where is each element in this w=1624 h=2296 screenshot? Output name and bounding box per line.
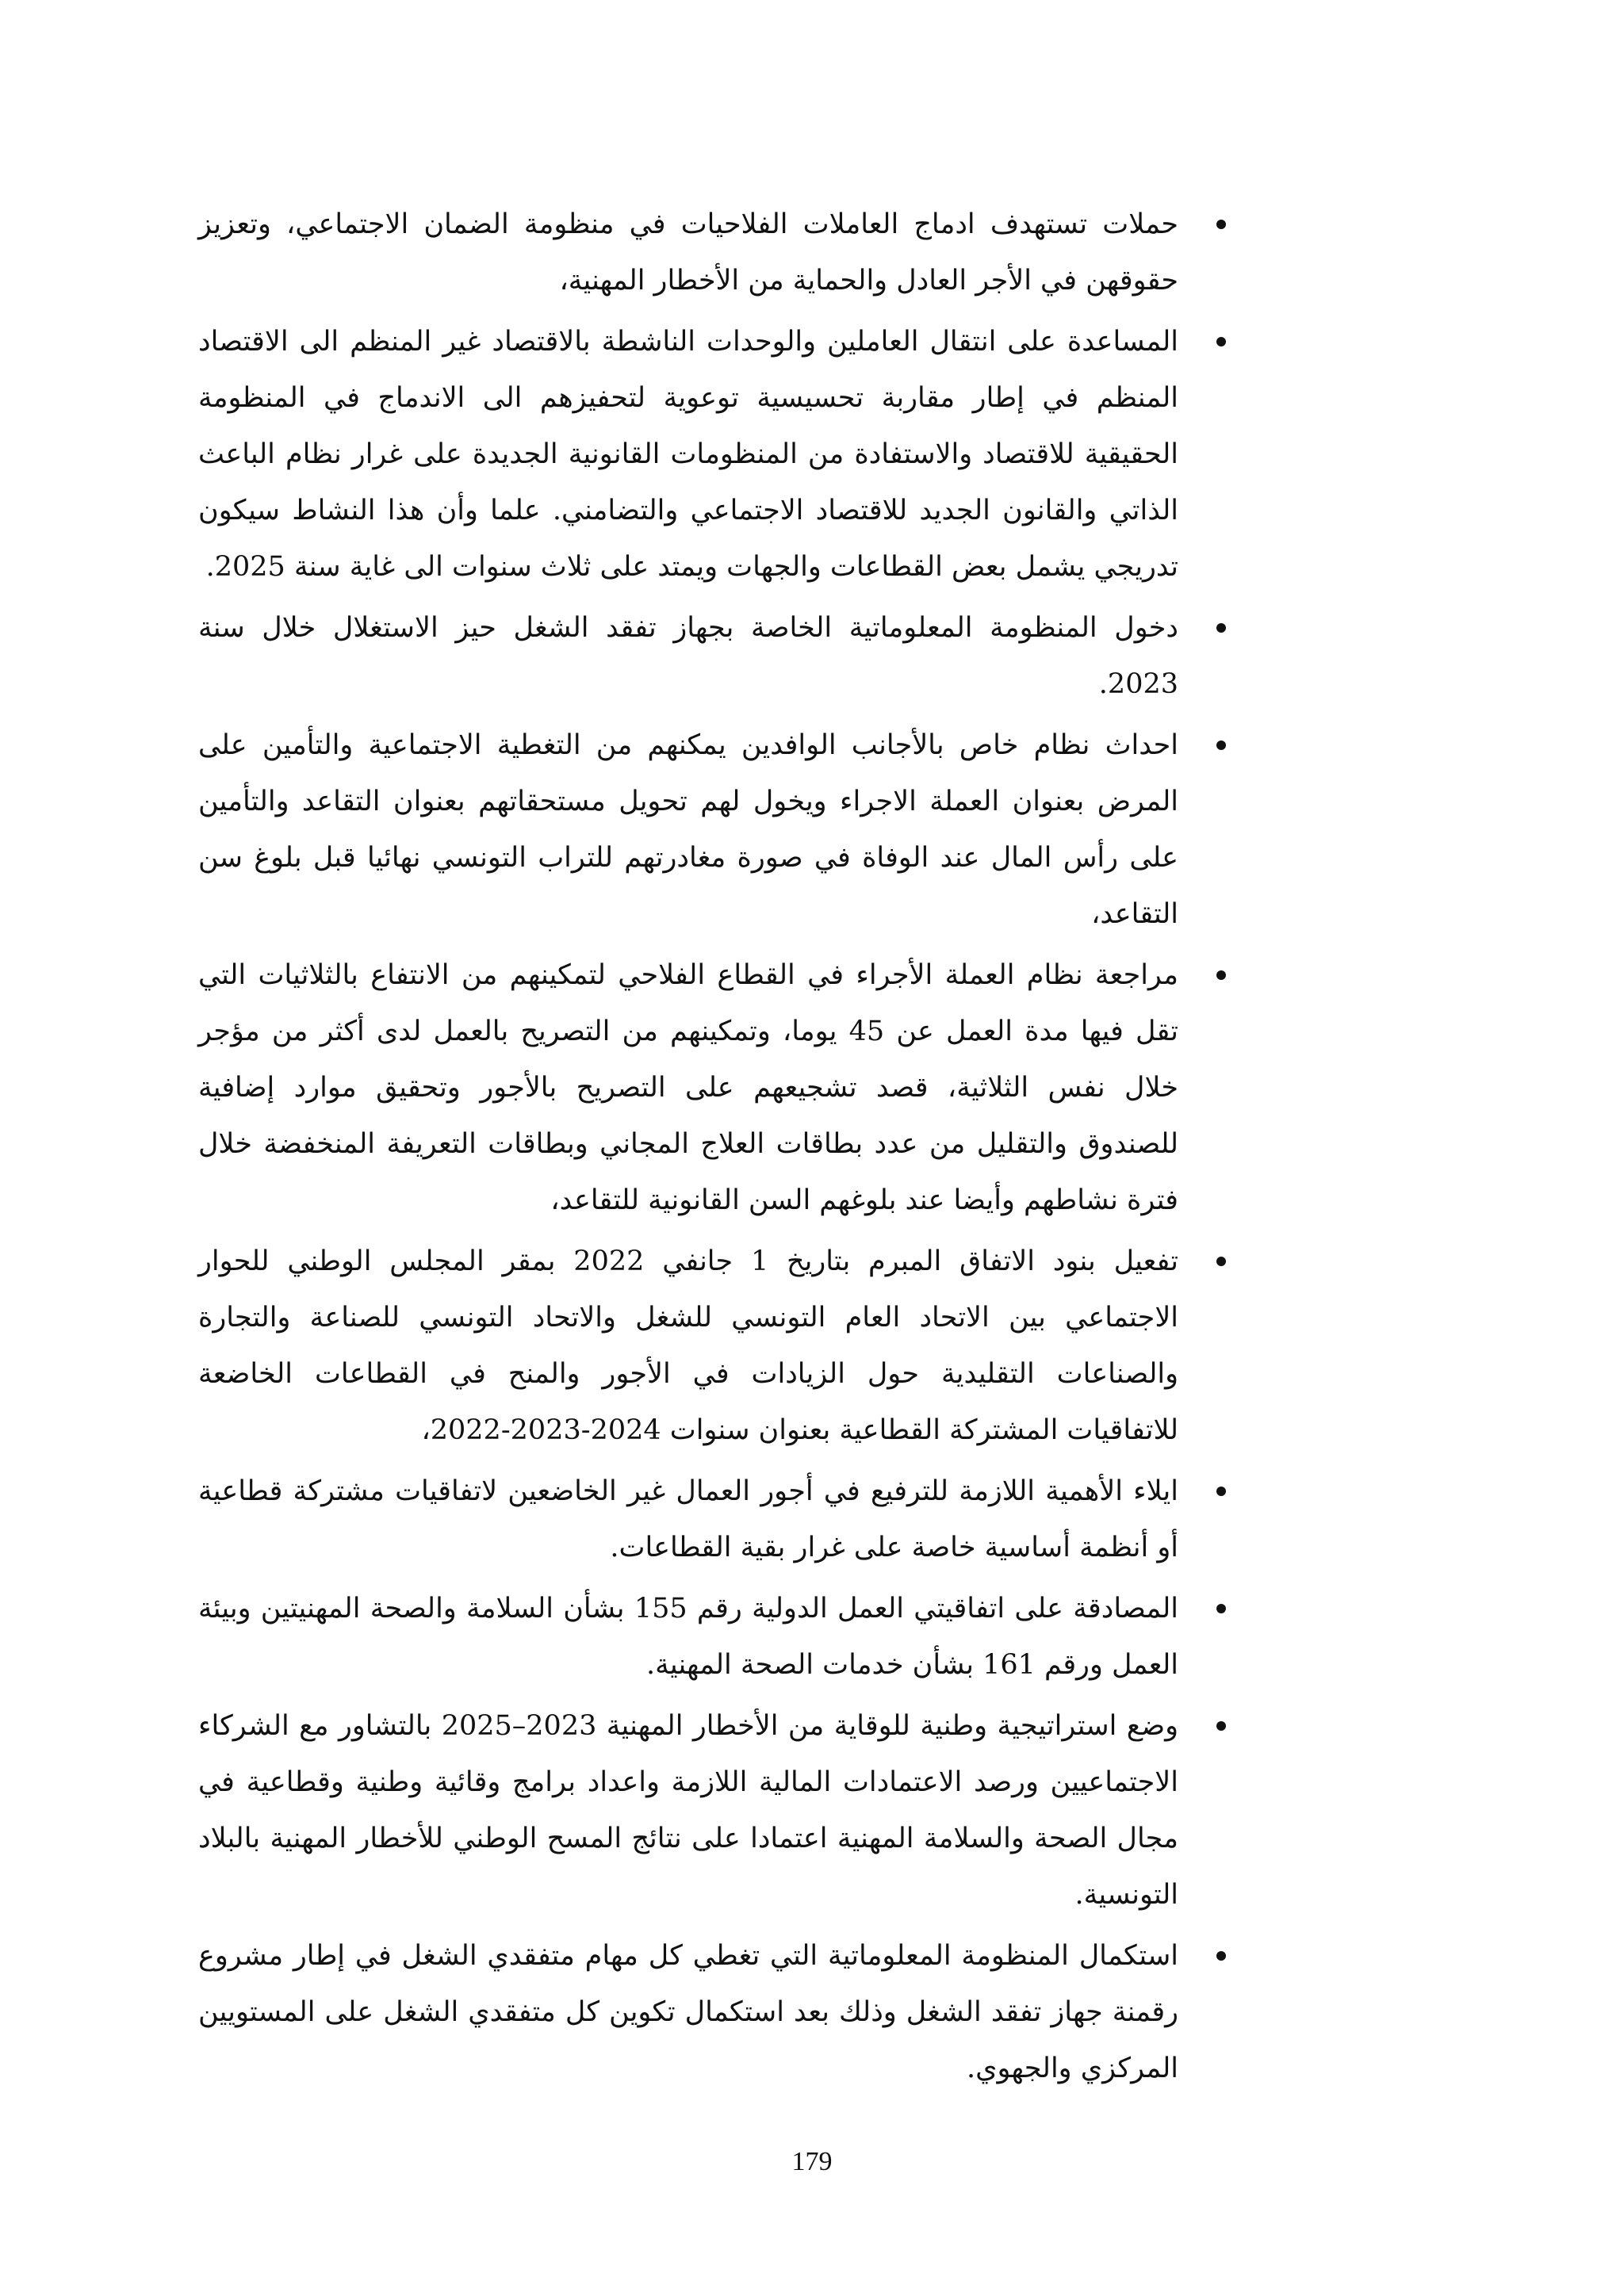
- list-item: [198, 314, 1229, 595]
- list-item: [198, 1234, 1229, 1459]
- bullet-icon: [1216, 623, 1226, 633]
- list-item-text: وضع استراتيجية وطنية للوقاية من الأخطار المهنية 2023–2025 بالتشاور مع الشركاء الاجتماعيين ورصد الاعتمادات المالية اللازمة واعداد برامج وقائية وطنية وقطاعية في مجال الصحة والسلامة المهنية اعتمادا على نتائج المسح الوطني للأخطار المهنية بالبلاد التونسية.: [198, 1710, 1178, 1911]
- list-item: [198, 1464, 1229, 1576]
- bullet-icon: [1216, 1951, 1226, 1961]
- list-item: [198, 1698, 1229, 1923]
- bullet-icon: [1216, 1487, 1226, 1496]
- list-item-text: المصادقة على اتفاقيتي العمل الدولية رقم 155 بشأن السلامة والصحة المهنيتين وبيئة العمل ورقم 161 بشأن خدمات الصحة المهنية.: [198, 1593, 1178, 1681]
- page-number: 179: [791, 2147, 833, 2176]
- list-item-text: مراجعة نظام العملة الأجراء في القطاع الفلاحي لتمكينهم من الانتفاع بالثلاثيات التي تقل فيها مدة العمل عن 45 يوما، وتمكينهم من التصريح بالعمل لدى أكثر من مؤجر خلال نفس الثلاثية، قصد تشجيعهم على التصريح بالأجور وتحقيق موارد إضافية للصندوق والتقليل من عدد بطاقات العلاج المجاني وبطاقات التعريفة المنخفضة خلال فترة نشاطهم وأيضا عند بلوغهم السن القانونية للتقاعد،: [198, 959, 1178, 1216]
- bullet-icon: [1216, 740, 1226, 750]
- list-item: [198, 718, 1229, 943]
- page-content: [198, 197, 1229, 2102]
- list-item-text: المساعدة على انتقال العاملين والوحدات الناشطة بالاقتصاد غير المنظم الى الاقتصاد المنظم في إطار مقاربة تحسيسية توعوية لتحفيزهم الى الاندماج في المنظومة الحقيقية للاقتصاد والاستفادة من المنظومات القانونية الجديدة على غرار نظام الباعث الذاتي والقانون الجديد للاقتصاد الاجتماعي والتضامني. علما وأن هذا النشاط سيكون تدريجي يشمل بعض القطاعات والجهات ويمتد على ثلاث سنوات الى غاية سنة 2025.: [198, 326, 1178, 583]
- bullet-icon: [1216, 970, 1226, 980]
- list-item: [198, 1928, 1229, 2097]
- list-item-text: استكمال المنظومة المعلوماتية التي تغطي كل مهام متفقدي الشغل في إطار مشروع رقمنة جهاز تفقد الشغل وذلك بعد استكمال تكوين كل متفقدي الشغل على المستويين المركزي والجهوي.: [198, 1940, 1178, 2084]
- list-item-text: ايلاء الأهمية اللازمة للترفيع في أجور العمال غير الخاضعين لاتفاقيات مشتركة قطاعية أو أنظمة أساسية خاصة على غرار بقية القطاعات.: [198, 1475, 1178, 1563]
- list-item-text: احداث نظام خاص بالأجانب الوافدين يمكنهم من التغطية الاجتماعية والتأمين على المرض بعنوان العملة الاجراء ويخول لهم تحويل مستحقاتهم بعنوان التقاعد والتأمين على رأس المال عند الوفاة في صورة مغادرتهم للتراب التونسي نهائيا قبل بلوغ سن التقاعد،: [198, 729, 1178, 930]
- list-item: [198, 600, 1229, 713]
- bullet-icon: [1216, 1257, 1226, 1266]
- bullet-icon: [1216, 337, 1226, 346]
- bullet-list: [198, 197, 1229, 2097]
- bullet-icon: [1216, 220, 1226, 229]
- list-item-text: دخول المنظومة المعلوماتية الخاصة بجهاز تفقد الشغل حيز الاستغلال خلال سنة 2023.: [198, 612, 1178, 700]
- list-item: [198, 1581, 1229, 1693]
- bullet-icon: [1216, 1721, 1226, 1731]
- list-item: [198, 947, 1229, 1229]
- list-item-text: حملات تستهدف ادماج العاملات الفلاحيات في منظومة الضمان الاجتماعي، وتعزيز حقوقهن في الأجر العادل والحماية من الأخطار المهنية،: [198, 209, 1178, 297]
- list-item: [198, 197, 1229, 309]
- list-item-text: تفعيل بنود الاتفاق المبرم بتاريخ 1 جانفي 2022 بمقر المجلس الوطني للحوار الاجتماعي بين الاتحاد العام التونسي للشغل والاتحاد التونسي للصناعة والتجارة والصناعات التقليدية حول الزيادات في الأجور والمنح في القطاعات الخاضعة للاتفاقيات المشتركة القطاعية بعنوان سنوات 2024-2023-2022،: [198, 1246, 1178, 1446]
- bullet-icon: [1216, 1604, 1226, 1613]
